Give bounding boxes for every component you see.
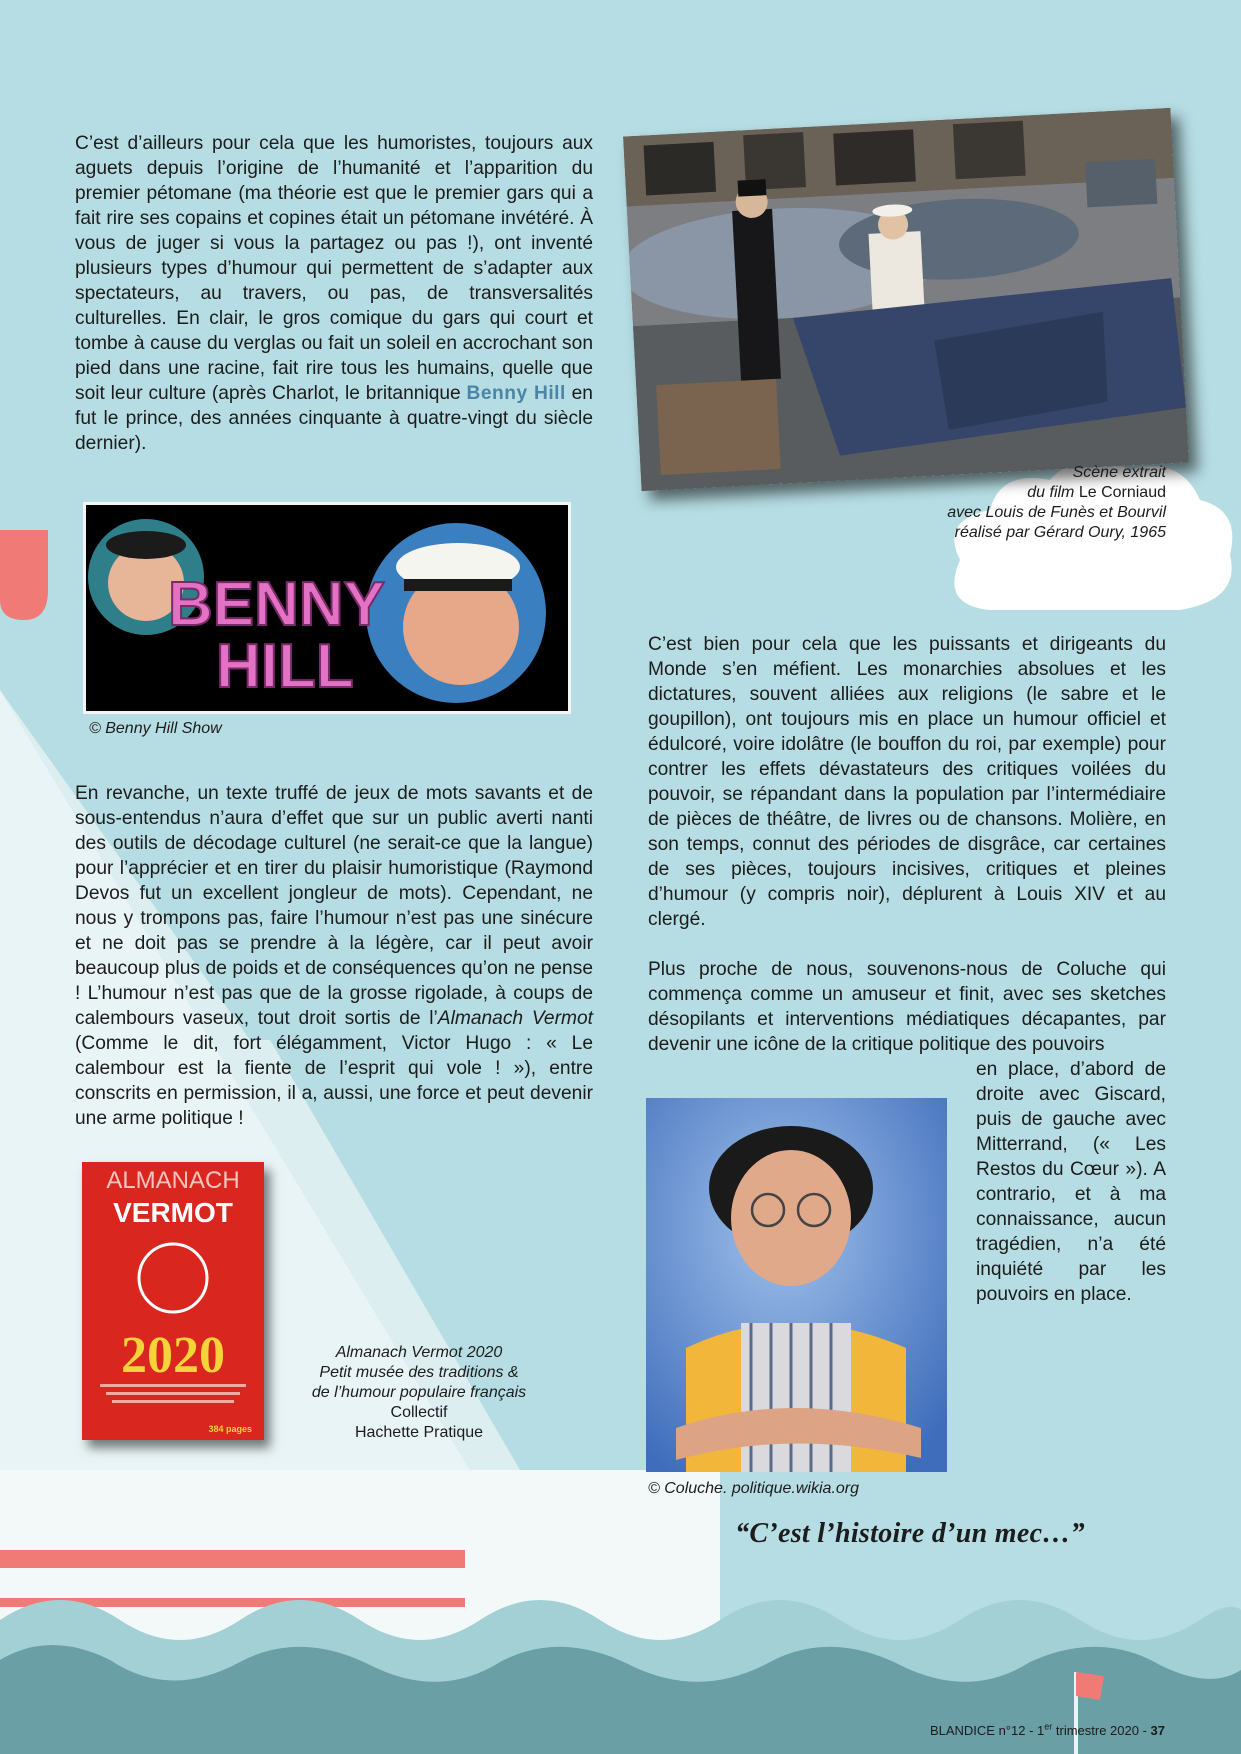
almanach-caption-line-5: Hachette Pratique <box>354 1424 484 1441</box>
paragraph-4-text-wrap: en place, d’abord de droite avec Giscard, puis de gauche avec Mitterrand, (« Les Restos du Cœur »). A contrario, et à ma connaissance, aucun tragédien, n’a été inquiété par les pouvoirs en place. <box>976 1059 1166 1305</box>
film-caption-prefix: du film <box>1027 484 1079 501</box>
article-paragraph-1 <box>75 131 593 456</box>
film-caption <box>840 463 1166 543</box>
almanach-caption <box>290 1343 548 1443</box>
film-still-image <box>623 108 1189 491</box>
coluche-caption: © Coluche. politique.wikia.org <box>648 1480 860 1497</box>
footer-sup: er <box>1044 1721 1053 1732</box>
film-title: Le Corniaud <box>1078 484 1166 501</box>
cover-brand: VERMOT <box>113 1197 233 1228</box>
coluche-photo <box>646 1098 947 1472</box>
film-caption-line-1: Scène extrait <box>1072 464 1166 481</box>
paragraph-3-text: C’est bien pour cela que les puissants et dirigeants du Monde s’en méfient. Les monarchies absolues et les dictatures, souvent alliées aux religions (le sabre et le goupillon), ont toujours mis en place un humour officiel et édulcoré, voire idolâtre (le bouffon du roi, par exemple) pour contrer les effets dévastateurs des critiques voilées du pouvoir, se répandant dans la population par l’intermédiaire de pièces de théâtre, de livres ou de chansons. Molière, en son temps, connut des périodes de disgrâce, car certaines de ses pièces, toujours incisives, critiques et pleines d’humour (y compris noir), déplurent à Louis XIV et au clergé. <box>648 634 1166 930</box>
paragraph-4-text-full: Plus proche de nous, souvenons-nous de Coluche qui commença comme un amuseur et finit, avec ses sketches désopilants et interventions médiatiques décapantes, par devenir une icône de la critique politique des pouvoirs <box>648 959 1166 1055</box>
benny-hill-banner <box>83 502 571 714</box>
cover-title: ALMANACH <box>106 1167 240 1194</box>
flag-pennant <box>0 530 48 620</box>
buoy-flag <box>1076 1672 1104 1700</box>
film-caption-line-3: avec Louis de Funès et Bourvil <box>947 504 1166 521</box>
paragraph-2-text-a: En revanche, un texte truffé de jeux de mots savants et de sous-entendus n’aura d’effet que sur un public averti nanti des outils de décodage culturel (ne serait-ce que la langue) pour l’apprécier et en tirer du plaisir humoristique (Raymond Devos fut un excellent jongleur de mots). Cependant, ne nous y trompons pas, faire l’humour n’est pas une sinécure et ne doit pas se prendre à la légère, car il peut avoir beaucoup plus de poids et de conséquences qu’on ne pense ! L’humour n’est pas que de la grosse rigolade, à coups de calembours vaseux, tout droit sortis de l’ <box>75 783 593 1029</box>
cover-pages: 384 pages <box>208 1424 252 1434</box>
coluche-image <box>646 1098 947 1472</box>
almanach-caption-line-2: Petit musée des traditions & <box>319 1364 519 1381</box>
article-paragraph-3 <box>648 632 1166 932</box>
film-still-photo <box>623 108 1189 491</box>
article-paragraph-4 <box>648 957 1166 1057</box>
footer-prefix: BLANDICE n°12 - 1 <box>929 1723 1045 1738</box>
film-caption-line-2 <box>840 483 1166 503</box>
page-footer <box>930 1722 1165 1738</box>
page-number: 37 <box>1150 1723 1165 1738</box>
film-caption-line-4: réalisé par Gérard Oury, 1965 <box>954 524 1166 541</box>
benny-logo-line-1: BENNY <box>168 570 386 639</box>
almanach-caption-line-1: Almanach Vermot 2020 <box>335 1344 503 1361</box>
benny-logo-line-2: HILL <box>216 632 354 701</box>
almanach-caption-line-4: Collectif <box>390 1404 448 1421</box>
almanach-cover <box>82 1162 264 1440</box>
footer-middle: trimestre 2020 - <box>1052 1723 1151 1738</box>
paragraph-1-text-a: C’est d’ailleurs pour cela que les humoristes, toujours aux aguets depuis l’origine de l’humanité et l’apparition du premier pétomane (ma théorie est que le premier gars qui a fait rire ses copains et copines était un pétomane invétéré. À vous de juger si vous la partagez ou pas !), ont inventé plusieurs types d’humour qui permettent de s’adapter aux spectateurs, au travers, ou pas, de transversalités culturelles. En clair, le gros comique du gars qui court et tombe à cause du verglas ou fait un soleil en accrochant son pied dans une racine, fait rire tous les humains, quelle que soit leur culture (après Charlot, le britannique <box>75 133 593 404</box>
article-paragraph-4-wrap <box>976 1057 1166 1307</box>
hull-stripe-1 <box>0 1550 465 1568</box>
pull-quote: “C’est l’histoire d’un mec…” <box>735 1518 1085 1549</box>
paragraph-2-text-b: (Comme le dit, fort élégamment, Victor Hugo : « Le calembour est la fiente de l’esprit qui vole ! »), entre conscrits en permission, il a, aussi, une force et peut devenir une arme politique ! <box>75 1033 593 1129</box>
article-paragraph-2 <box>75 781 593 1131</box>
almanach-caption-line-3: de l’humour populaire français <box>311 1384 527 1401</box>
benny-hill-caption: © Benny Hill Show <box>89 720 222 737</box>
benny-hill-image <box>86 505 568 711</box>
benny-hill-link[interactable]: Benny Hill <box>466 383 566 404</box>
almanach-cover-art <box>82 1162 264 1440</box>
almanach-title-inline: Almanach Vermot <box>437 1008 593 1029</box>
paragraph-1-text-b: en fut le prince, des années cinquante à quatre-vingt du siècle dernier). <box>75 383 593 454</box>
cover-year: 2020 <box>121 1327 225 1384</box>
